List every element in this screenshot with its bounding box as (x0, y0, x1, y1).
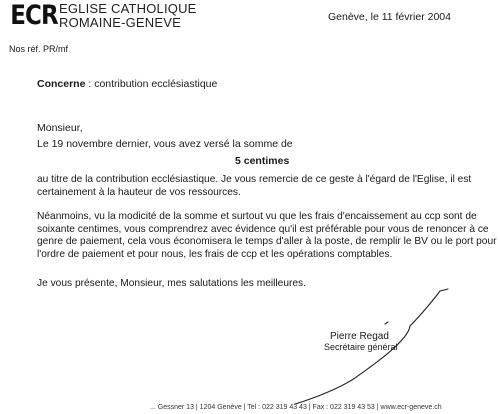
subject-text: : contribution ecclésiastique (88, 78, 218, 90)
paragraph-1: Le 19 novembre dernier, vous avez versé la somme de (37, 138, 293, 150)
salutation: Monsieur, (37, 122, 83, 134)
org-name-line2: ROMAINE-GENEVE (59, 15, 181, 30)
amount: 5 centimes (235, 155, 290, 167)
paragraph-3: Néanmoins, vu la modicité de la somme et surtout vu que les frais d'encaissement au ccp sont de soixante centimes, vous comprendrez avec évidence qu'il est préférable pour vous de renoncer à ce genre de paiement, cela vous économisera le temps d'aller à la poste, de remplir le BV ou le port pour l'ordre de paiement et pour nous, les frais de ccp et les opérations comptables. (37, 211, 497, 260)
paragraph-2: au titre de la contribution ecclésiastique. Je vous remercie de ce geste à l'égard de l'Eglise, il est certainement à la hauteur de vos ressources. (37, 174, 472, 198)
org-name-line1: EGLISE CATHOLIQUE (59, 1, 197, 16)
closing-paragraph: Je vous présente, Monsieur, mes salutations les meilleures. (37, 278, 306, 289)
signatory-name: Pierre Regad (330, 331, 389, 342)
reference: Nos réf. PR/mf (9, 44, 69, 54)
signatory-title: Secrétaire général (324, 342, 398, 352)
subject-line (37, 78, 217, 90)
letter-date: Genève, le 11 février 2004 (328, 11, 451, 23)
logo-text: ECR (10, 0, 58, 31)
ecr-logo (6, 2, 62, 29)
footer-contact: ... Gessner 13 | 1204 Genève | Tel : 022 319 43 43 | Fax : 022 319 43 53 | www.ecr-geneve.ch (150, 404, 442, 411)
subject-label: Concerne (37, 78, 86, 90)
